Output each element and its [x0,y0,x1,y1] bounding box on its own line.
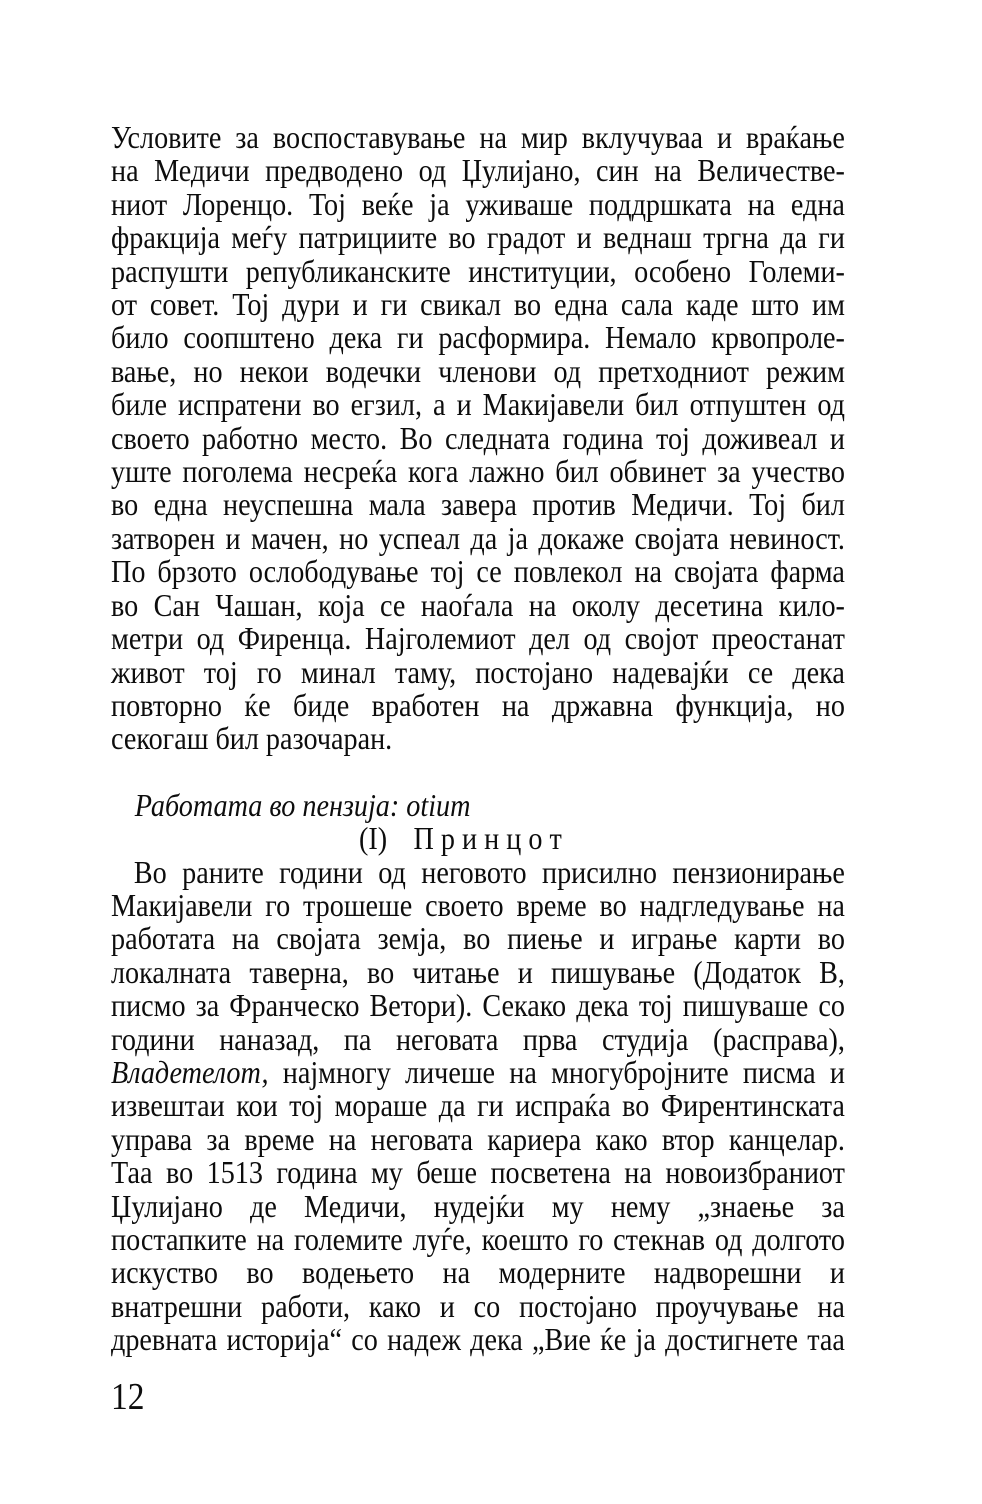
italic-text: Владетелот, [111,1053,269,1090]
text-line: во Сан Чашан, која се наоѓала на околу десетина кило- [111,586,845,623]
paragraph-2 [111,853,845,1358]
text-line: години наназад, па неговата прва студија (расправа), [111,1020,845,1057]
chapter-numeral: (I) [358,820,388,857]
text-line: биле испратени во егзил, а и Макијавели бил отпуштен од [111,386,845,423]
text-line: внатрешни работи, како и со постојано проучување на [111,1287,845,1324]
text-line: фракција меѓу патрициите во градот и веднаш тргна да ги [111,219,845,256]
text-line [111,1053,845,1090]
text-line: затворен и мачен, но успеал да ја докаже својата невиност. [111,519,845,556]
text-line: уште поголема несреќа кога лажно бил обвинет за учество [111,453,845,490]
text-line: управа за време на неговата кариера како втор канцелар. [111,1120,845,1157]
text-line: било соопштено дека ги расформира. Немало крвопроле- [111,319,845,356]
chapter-subheading [111,822,845,855]
text-line: работата на својата земја, во пиење и играње карти во [111,920,845,957]
text-line: живот тој го минал таму, постојано надевајќи се дека [111,653,845,690]
text-line: Таа во 1513 година му беше посветена на новоизбраниот [111,1154,845,1191]
text-line: Макијавели го трошеше своето време во надгледување на [111,886,845,923]
text-line: повторно ќе биде вработен на државна функција, но [111,686,845,723]
text-line: Во раните години од неговото присилно пензионирање [133,853,845,890]
text-line: секогаш бил разочаран. [111,720,393,757]
text-line: постапките на големите луѓе, коешто го стекнав од долгото [111,1221,845,1257]
section-heading [111,786,845,823]
text-line: локалната таверна, во читање и пишување (Додаток В, [111,953,845,990]
text-line: метри од Фиренца. Најголемиот дел од својот преостанат [111,620,845,657]
text-line: вање, но некои водечки членови од претходниот режим [111,352,845,389]
text-line: искуство во водењето на модерните надворешни и [111,1254,845,1291]
text-line: своето работно место. Во следната година тој доживеал и [111,419,845,456]
text-line: Условите за воспоставување на мир вклучуваа и враќање [111,119,845,155]
text-line: на Медичи предводено од Џулијано, син на Величестве- [111,152,845,189]
page-number: 12 [111,1375,145,1418]
text-line: от совет. Тој дури и ги свикал во една сала каде што им [111,286,845,323]
text-line: распушти републиканските институции, особено Големи- [111,252,845,289]
body-text [111,121,845,1417]
text-line: древната историја“ со надеж дека „Вие ќе ја достигнете таа [111,1321,845,1358]
section-heading-text: Работата во пензија: otium [134,786,471,823]
text-line: писмо за Франческо Ветори). Секако дека тој пишуваше со [111,987,845,1024]
chapter-title: П р и н ц о т [413,820,562,857]
text-line: По брзото ослободување тој се повлекол на својата фарма [111,553,845,590]
text-line: во една неуспешна мала завера против Медичи. Тој бил [111,486,845,523]
paragraph-1 [111,121,845,756]
text-segment: најмногу личеше на многубројните писма и [268,1053,845,1090]
text-line: извештаи кои тој мораше да ги испраќа во Фирентинската [111,1087,845,1124]
text-line: ниот Лоренцо. Тој веќе ја уживаше поддршката на една [111,185,845,222]
text-line: Џулијано де Медичи, нудејќи му нему „знаење за [111,1187,845,1224]
